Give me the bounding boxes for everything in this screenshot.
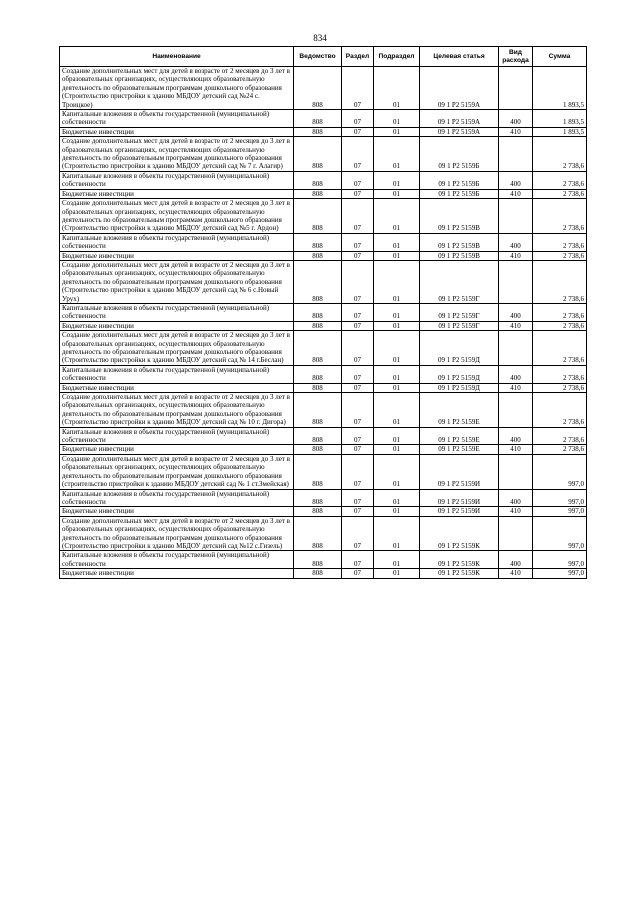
cell-podrazdel: 01 — [374, 445, 420, 454]
cell-podrazdel: 01 — [374, 67, 420, 110]
cell-podrazdel: 01 — [374, 393, 420, 428]
cell-celevaya-statya: 09 1 P2 5159Г — [420, 321, 499, 330]
cell-vid-raskhoda: 400 — [499, 110, 533, 128]
cell-celevaya-statya: 09 1 P2 5159И — [420, 489, 499, 507]
cell-razdel: 07 — [342, 171, 374, 189]
cell-celevaya-statya: 09 1 P2 5159К — [420, 551, 499, 569]
cell-podrazdel: 01 — [374, 137, 420, 172]
table-row — [60, 569, 587, 578]
cell-summa: 2 738,6 — [533, 445, 587, 454]
cell-celevaya-statya: 09 1 P2 5159К — [420, 569, 499, 578]
column-header-name: Наименование — [60, 47, 294, 67]
cell-summa: 997,0 — [533, 454, 587, 489]
cell-razdel: 07 — [342, 110, 374, 128]
cell-celevaya-statya: 09 1 P2 5159Е — [420, 393, 499, 428]
cell-name: Капитальные вложения в объекты государственной (муниципальной) собственности — [60, 233, 294, 251]
cell-name: Бюджетные инвестиции — [60, 383, 294, 392]
cell-vid-raskhoda: 410 — [499, 507, 533, 516]
cell-name: Бюджетные инвестиции — [60, 569, 294, 578]
cell-podrazdel: 01 — [374, 127, 420, 136]
cell-podrazdel: 01 — [374, 110, 420, 128]
cell-name: Создание дополнительных мест для детей в возрасте от 2 месяцев до 3 лет в образовательных организациях, осуществляющих образовательную деятельность по образовательным программам дошкольного образования (строительство пристройки к зданию МБДОУ детский сад № 1 ст.Змейская) — [60, 454, 294, 489]
cell-podrazdel: 01 — [374, 365, 420, 383]
cell-podrazdel: 01 — [374, 516, 420, 551]
cell-name: Создание дополнительных мест для детей в возрасте от 2 месяцев до 3 лет в образовательных организациях, осуществляющих образовательную деятельность по образовательным программам дошкольного образования (Строительство пристройки к зданию МБДОУ детский сад №5 г. Ардон) — [60, 199, 294, 234]
table-row — [60, 321, 587, 330]
cell-razdel: 07 — [342, 445, 374, 454]
cell-podrazdel: 01 — [374, 454, 420, 489]
cell-name: Бюджетные инвестиции — [60, 189, 294, 198]
cell-vedomstvo: 808 — [294, 199, 342, 234]
cell-razdel: 07 — [342, 427, 374, 445]
cell-name: Создание дополнительных мест для детей в возрасте от 2 месяцев до 3 лет в образовательных организациях, осуществляющих образовательную деятельность по образовательным программам дошкольного образования (Строительство пристройки к зданию МБДОУ детский сад № 14 г.Беслан) — [60, 331, 294, 366]
table-row — [60, 454, 587, 489]
cell-summa: 997,0 — [533, 516, 587, 551]
cell-celevaya-statya: 09 1 P2 5159Д — [420, 331, 499, 366]
cell-summa: 2 738,6 — [533, 393, 587, 428]
cell-vid-raskhoda — [499, 260, 533, 303]
budget-table — [59, 46, 587, 579]
table-row — [60, 67, 587, 110]
cell-podrazdel: 01 — [374, 189, 420, 198]
cell-razdel: 07 — [342, 454, 374, 489]
cell-vid-raskhoda: 400 — [499, 551, 533, 569]
cell-celevaya-statya: 09 1 P2 5159A — [420, 67, 499, 110]
cell-podrazdel: 01 — [374, 199, 420, 234]
cell-celevaya-statya: 09 1 P2 5159К — [420, 516, 499, 551]
cell-vid-raskhoda: 400 — [499, 489, 533, 507]
cell-name: Создание дополнительных мест для детей в возрасте от 2 месяцев до 3 лет в образовательных организациях, осуществляющих образовательную деятельность по образовательным программам дошкольного образования (Строительство пристройки к зданию МБДОУ детский сад №12 с.Гизель) — [60, 516, 294, 551]
cell-razdel: 07 — [342, 260, 374, 303]
table-row — [60, 365, 587, 383]
cell-summa: 2 738,6 — [533, 260, 587, 303]
cell-vid-raskhoda — [499, 516, 533, 551]
cell-vedomstvo: 808 — [294, 383, 342, 392]
table-row — [60, 233, 587, 251]
cell-vedomstvo: 808 — [294, 331, 342, 366]
cell-name: Капитальные вложения в объекты государственной (муниципальной) собственности — [60, 551, 294, 569]
cell-summa: 1 893,5 — [533, 110, 587, 128]
cell-vid-raskhoda: 410 — [499, 321, 533, 330]
cell-summa: 2 738,6 — [533, 321, 587, 330]
cell-podrazdel: 01 — [374, 489, 420, 507]
cell-name: Создание дополнительных мест для детей в возрасте от 2 месяцев до 3 лет в образовательных организациях, осуществляющих образовательную деятельность по образовательным программам дошкольного образования (Строительство пристройки к зданию МБДОУ детский сад № 6 с.Новый Урух) — [60, 260, 294, 303]
cell-razdel: 07 — [342, 393, 374, 428]
cell-podrazdel: 01 — [374, 251, 420, 260]
column-header-summa: Сумма — [533, 47, 587, 67]
cell-vid-raskhoda: 400 — [499, 233, 533, 251]
cell-celevaya-statya: 09 1 P2 5159Д — [420, 383, 499, 392]
cell-razdel: 07 — [342, 507, 374, 516]
cell-celevaya-statya: 09 1 P2 5159Б — [420, 137, 499, 172]
cell-celevaya-statya: 09 1 P2 5159Е — [420, 427, 499, 445]
cell-vedomstvo: 808 — [294, 189, 342, 198]
cell-razdel: 07 — [342, 365, 374, 383]
cell-vedomstvo: 808 — [294, 67, 342, 110]
cell-celevaya-statya: 09 1 P2 5159Г — [420, 303, 499, 321]
table-row — [60, 127, 587, 136]
column-header-podrazdel: Подраздел — [374, 47, 420, 67]
column-header-celevaya-statya: Целевая статья — [420, 47, 499, 67]
cell-razdel: 07 — [342, 189, 374, 198]
cell-vedomstvo: 808 — [294, 110, 342, 128]
cell-podrazdel: 01 — [374, 383, 420, 392]
table-row — [60, 427, 587, 445]
cell-razdel: 07 — [342, 233, 374, 251]
cell-podrazdel: 01 — [374, 331, 420, 366]
table-row — [60, 251, 587, 260]
column-header-vid-raskhoda: Вид расхода — [499, 47, 533, 67]
cell-vid-raskhoda — [499, 199, 533, 234]
table-row — [60, 331, 587, 366]
page-number: 834 — [313, 33, 327, 43]
cell-vid-raskhoda: 410 — [499, 569, 533, 578]
cell-vedomstvo: 808 — [294, 489, 342, 507]
cell-vedomstvo: 808 — [294, 454, 342, 489]
cell-celevaya-statya: 09 1 P2 5159В — [420, 199, 499, 234]
cell-razdel: 07 — [342, 331, 374, 366]
cell-name: Капитальные вложения в объекты государственной (муниципальной) собственности — [60, 303, 294, 321]
header-row — [60, 47, 587, 67]
cell-name: Бюджетные инвестиции — [60, 127, 294, 136]
cell-razdel: 07 — [342, 199, 374, 234]
cell-podrazdel: 01 — [374, 233, 420, 251]
cell-celevaya-statya: 09 1 P2 5159A — [420, 110, 499, 128]
cell-vid-raskhoda: 410 — [499, 445, 533, 454]
table-row — [60, 516, 587, 551]
cell-summa: 2 738,6 — [533, 199, 587, 234]
cell-summa: 997,0 — [533, 551, 587, 569]
cell-summa: 2 738,6 — [533, 303, 587, 321]
cell-razdel: 07 — [342, 516, 374, 551]
table-row — [60, 189, 587, 198]
cell-celevaya-statya: 09 1 P2 5159Д — [420, 365, 499, 383]
cell-summa: 2 738,6 — [533, 365, 587, 383]
cell-vedomstvo: 808 — [294, 393, 342, 428]
table-row — [60, 260, 587, 303]
cell-podrazdel: 01 — [374, 551, 420, 569]
cell-summa: 2 738,6 — [533, 251, 587, 260]
cell-summa: 1 893,5 — [533, 127, 587, 136]
cell-vid-raskhoda — [499, 67, 533, 110]
cell-summa: 2 738,6 — [533, 137, 587, 172]
table-row — [60, 383, 587, 392]
cell-vid-raskhoda — [499, 393, 533, 428]
cell-razdel: 07 — [342, 569, 374, 578]
table-row — [60, 199, 587, 234]
cell-summa: 2 738,6 — [533, 331, 587, 366]
cell-vedomstvo: 808 — [294, 516, 342, 551]
cell-vedomstvo: 808 — [294, 365, 342, 383]
cell-celevaya-statya: 09 1 P2 5159A — [420, 127, 499, 136]
cell-razdel: 07 — [342, 383, 374, 392]
cell-razdel: 07 — [342, 127, 374, 136]
table-row — [60, 171, 587, 189]
cell-podrazdel: 01 — [374, 569, 420, 578]
cell-vedomstvo: 808 — [294, 251, 342, 260]
cell-summa: 2 738,6 — [533, 171, 587, 189]
cell-summa: 2 738,6 — [533, 233, 587, 251]
column-header-razdel: Раздел — [342, 47, 374, 67]
cell-podrazdel: 01 — [374, 427, 420, 445]
cell-razdel: 07 — [342, 303, 374, 321]
table-row — [60, 489, 587, 507]
cell-razdel: 07 — [342, 251, 374, 260]
cell-vedomstvo: 808 — [294, 303, 342, 321]
cell-name: Создание дополнительных мест для детей в возрасте от 2 месяцев до 3 лет в образовательных организациях, осуществляющих образовательную деятельность по образовательным программам дошкольного образования (Строительство пристройки к зданию МБДОУ детский сад №24 с. Троицкое) — [60, 67, 294, 110]
cell-name: Бюджетные инвестиции — [60, 445, 294, 454]
cell-celevaya-statya: 09 1 P2 5159И — [420, 454, 499, 489]
cell-name: Бюджетные инвестиции — [60, 507, 294, 516]
cell-celevaya-statya: 09 1 P2 5159И — [420, 507, 499, 516]
cell-name: Капитальные вложения в объекты государственной (муниципальной) собственности — [60, 171, 294, 189]
cell-vid-raskhoda: 410 — [499, 251, 533, 260]
cell-vid-raskhoda: 410 — [499, 189, 533, 198]
cell-razdel: 07 — [342, 551, 374, 569]
cell-celevaya-statya: 09 1 P2 5159Г — [420, 260, 499, 303]
cell-podrazdel: 01 — [374, 507, 420, 516]
cell-summa: 997,0 — [533, 569, 587, 578]
cell-vedomstvo: 808 — [294, 445, 342, 454]
cell-podrazdel: 01 — [374, 260, 420, 303]
table-row — [60, 393, 587, 428]
cell-vid-raskhoda: 400 — [499, 427, 533, 445]
cell-name: Капитальные вложения в объекты государственной (муниципальной) собственности — [60, 110, 294, 128]
cell-summa: 997,0 — [533, 489, 587, 507]
cell-vedomstvo: 808 — [294, 127, 342, 136]
cell-podrazdel: 01 — [374, 321, 420, 330]
table-row — [60, 445, 587, 454]
cell-celevaya-statya: 09 1 P2 5159Б — [420, 171, 499, 189]
cell-vedomstvo: 808 — [294, 260, 342, 303]
cell-vid-raskhoda: 410 — [499, 127, 533, 136]
cell-vid-raskhoda — [499, 454, 533, 489]
cell-razdel: 07 — [342, 67, 374, 110]
cell-name: Создание дополнительных мест для детей в возрасте от 2 месяцев до 3 лет в образовательных организациях, осуществляющих образовательную деятельность по образовательным программам дошкольного образования (Строительство пристройки к зданию МБДОУ детский сад № 10 г. Дигора) — [60, 393, 294, 428]
table-row — [60, 110, 587, 128]
cell-summa: 2 738,6 — [533, 383, 587, 392]
cell-summa: 2 738,6 — [533, 427, 587, 445]
cell-vedomstvo: 808 — [294, 137, 342, 172]
cell-podrazdel: 01 — [374, 171, 420, 189]
cell-name: Капитальные вложения в объекты государственной (муниципальной) собственности — [60, 489, 294, 507]
cell-razdel: 07 — [342, 489, 374, 507]
cell-celevaya-statya: 09 1 P2 5159Е — [420, 445, 499, 454]
table-row — [60, 303, 587, 321]
cell-summa: 2 738,6 — [533, 189, 587, 198]
cell-name: Бюджетные инвестиции — [60, 251, 294, 260]
cell-vedomstvo: 808 — [294, 233, 342, 251]
cell-vid-raskhoda — [499, 331, 533, 366]
cell-vid-raskhoda: 400 — [499, 171, 533, 189]
cell-razdel: 07 — [342, 321, 374, 330]
cell-vid-raskhoda: 410 — [499, 383, 533, 392]
cell-podrazdel: 01 — [374, 303, 420, 321]
cell-name: Капитальные вложения в объекты государственной (муниципальной) собственности — [60, 427, 294, 445]
cell-vedomstvo: 808 — [294, 321, 342, 330]
cell-summa: 997,0 — [533, 507, 587, 516]
table-row — [60, 551, 587, 569]
cell-vedomstvo: 808 — [294, 551, 342, 569]
cell-celevaya-statya: 09 1 P2 5159В — [420, 251, 499, 260]
cell-summa: 1 893,5 — [533, 67, 587, 110]
cell-vedomstvo: 808 — [294, 171, 342, 189]
column-header-vedomstvo: Ведомство — [294, 47, 342, 67]
cell-vid-raskhoda: 400 — [499, 303, 533, 321]
cell-celevaya-statya: 09 1 P2 5159Б — [420, 189, 499, 198]
cell-vedomstvo: 808 — [294, 427, 342, 445]
cell-celevaya-statya: 09 1 P2 5159В — [420, 233, 499, 251]
cell-vedomstvo: 808 — [294, 569, 342, 578]
cell-vedomstvo: 808 — [294, 507, 342, 516]
cell-name: Бюджетные инвестиции — [60, 321, 294, 330]
cell-vid-raskhoda — [499, 137, 533, 172]
cell-name: Создание дополнительных мест для детей в возрасте от 2 месяцев до 3 лет в образовательных организациях, осуществляющих образовательную деятельность по образовательным программам дошкольного образования (Строительство пристройки к зданию МБДОУ детский сад № 7 г. Алагир) — [60, 137, 294, 172]
table-row — [60, 507, 587, 516]
table-body — [60, 67, 587, 579]
cell-name: Капитальные вложения в объекты государственной (муниципальной) собственности — [60, 365, 294, 383]
table-row — [60, 137, 587, 172]
cell-razdel: 07 — [342, 137, 374, 172]
cell-vid-raskhoda: 400 — [499, 365, 533, 383]
